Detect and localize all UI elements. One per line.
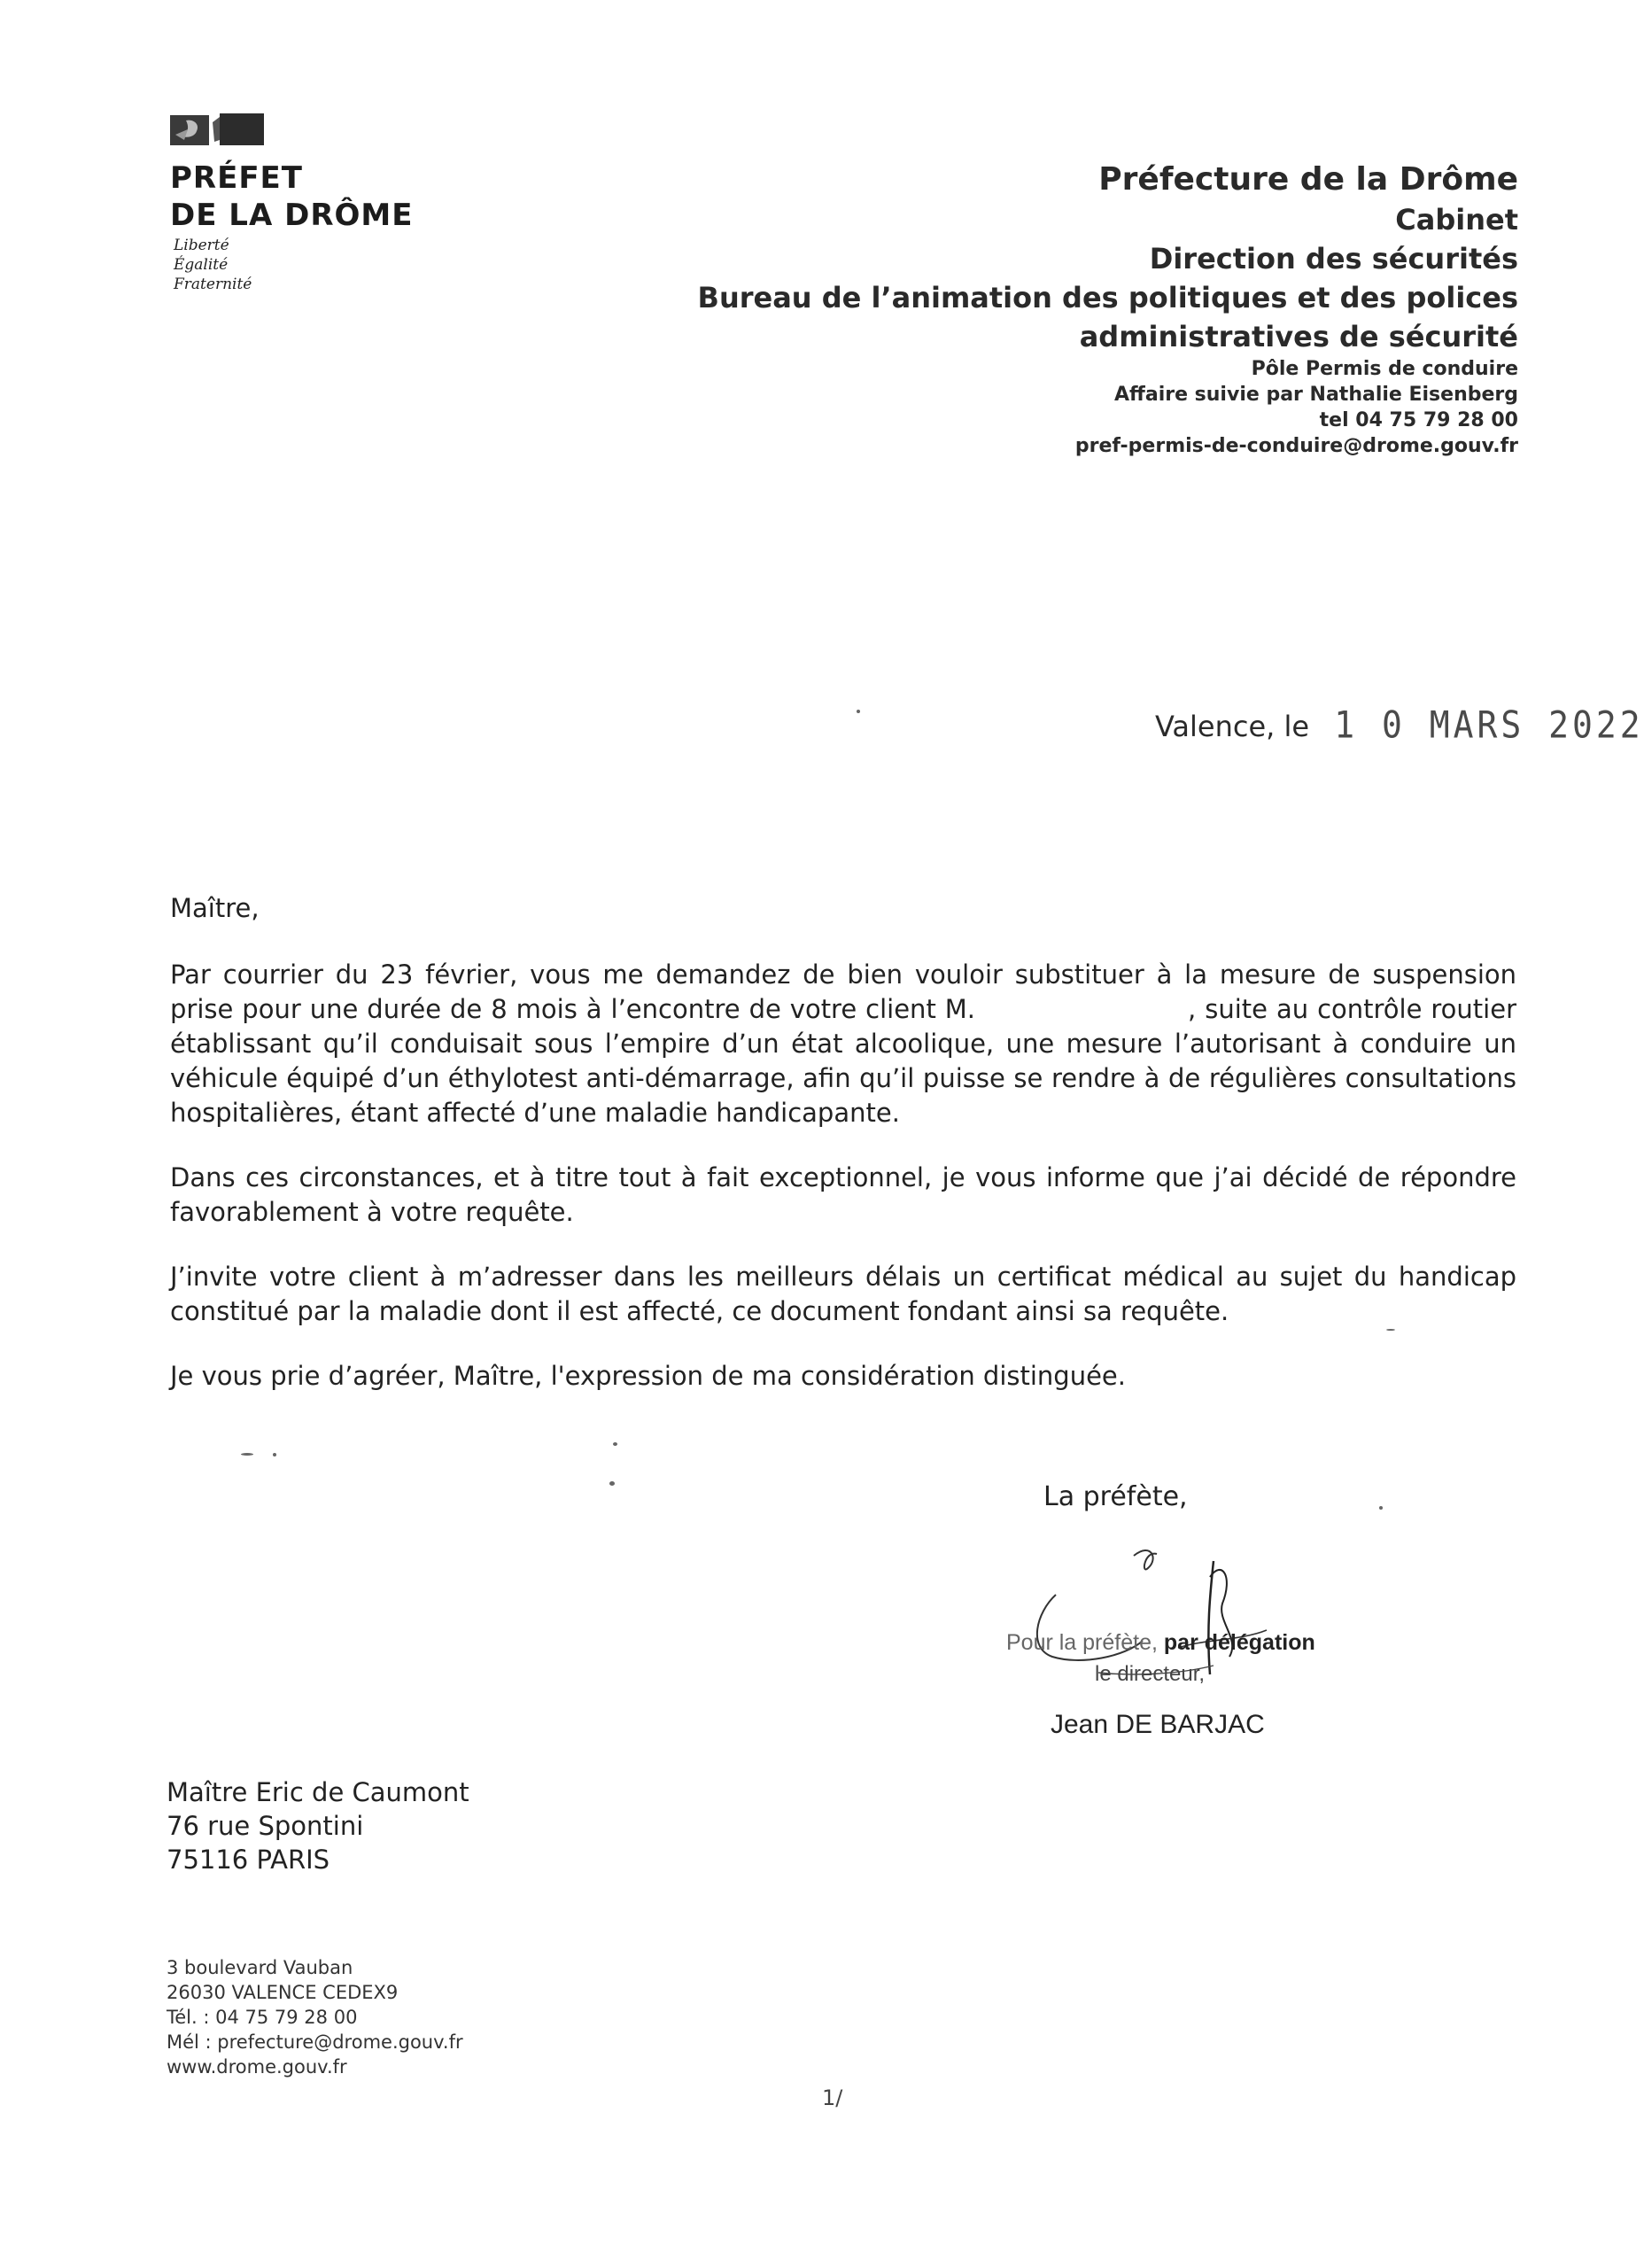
- scan-speck: [273, 1453, 276, 1456]
- scan-speck: [241, 1453, 253, 1456]
- bureau-line1: Bureau de l’animation des politiques et des polices: [697, 281, 1518, 315]
- paragraph-1-part2: , suite au contrôle routier établissant qu’il conduisait sous l’empire d’un état alcoolique, une mesure l’autorisant à conduire un véhicule équipé d’un éthylotest anti-démarrage, afin qu’il puisse se rendre à de régulières consultations hospitalières, étant affecté d’une maladie handicapante.: [170, 994, 1517, 1128]
- republic-motto: [174, 236, 252, 294]
- sender-header: [698, 159, 1518, 459]
- recipient-address: [167, 1775, 469, 1876]
- closing-formula: Je vous prie d’agréer, Maître, l'expression de ma considération distinguée.: [170, 1361, 1126, 1391]
- paragraph-1: [170, 958, 1516, 1130]
- footer-tel: Tél. : 04 75 79 28 00: [167, 2007, 358, 2028]
- direction-label: Direction des sécurités: [1149, 242, 1518, 276]
- paragraph-2: Dans ces circonstances, et à titre tout à fait exceptionnel, je vous informe que j’ai décidé de répondre favorablement à votre requête.: [170, 1162, 1516, 1227]
- director-label: le directeur,: [1095, 1662, 1206, 1686]
- logo-title-line1: PRÉFET: [170, 160, 303, 196]
- scan-speck: [609, 1481, 615, 1486]
- salutation: Maître,: [170, 893, 260, 923]
- delegation-line: [1006, 1630, 1315, 1656]
- cabinet-label: Cabinet: [1395, 203, 1518, 237]
- date-stamp: 1 0 MARS 2022: [1334, 703, 1644, 747]
- signatory-name: Jean DE BARJAC: [1051, 1710, 1265, 1739]
- footer-web: www.drome.gouv.fr: [167, 2056, 347, 2078]
- scan-speck: [1386, 1329, 1395, 1331]
- motto-fraternite: Fraternité: [174, 276, 252, 293]
- scan-speck: [1379, 1506, 1383, 1510]
- bureau-line2: administratives de sécurité: [1079, 320, 1518, 353]
- footer-mail: Mél : prefecture@drome.gouv.fr: [167, 2031, 463, 2053]
- letter-date: [1155, 703, 1644, 747]
- delegation-prefix: Pour la préfète,: [1006, 1630, 1164, 1655]
- footer-address2: 26030 VALENCE CEDEX9: [167, 1982, 399, 2003]
- motto-liberte: Liberté: [174, 237, 229, 254]
- footer-address1: 3 boulevard Vauban: [167, 1957, 353, 1978]
- paragraph-3: J’invite votre client à m’adresser dans les meilleurs délais un certificat médical au sujet du handicap constitué par la maladie dont il est affecté, ce document fondant ainsi sa requête.: [170, 1262, 1516, 1326]
- page-number: 1/: [822, 2085, 843, 2110]
- recipient-city: 75116 PARIS: [167, 1845, 330, 1875]
- marianne-flag-icon: [170, 113, 264, 147]
- header-email: pref-permis-de-conduire@drome.gouv.fr: [1074, 435, 1518, 457]
- header-tel: tel 04 75 79 28 00: [1319, 409, 1518, 431]
- signatory-title: La préfète,: [1043, 1481, 1188, 1512]
- motto-egalite: Égalité: [174, 256, 229, 274]
- affaire-label: Affaire suivie par Nathalie Eisenberg: [1114, 384, 1518, 406]
- prefet-logo-title: [170, 159, 413, 234]
- footer-contact: [167, 1955, 463, 2079]
- pole-label: Pôle Permis de conduire: [1251, 358, 1518, 380]
- recipient-street: 76 rue Spontini: [167, 1811, 364, 1841]
- logo-title-line2: DE LA DRÔME: [170, 198, 414, 233]
- delegation-suffix: par délégation: [1163, 1630, 1315, 1655]
- letter-body: [170, 891, 1516, 1424]
- date-prefix: Valence, le: [1155, 710, 1310, 743]
- prefecture-name: Préfecture de la Drôme: [1098, 161, 1518, 198]
- recipient-name: Maître Eric de Caumont: [167, 1777, 469, 1807]
- scan-speck: [613, 1442, 617, 1446]
- paragraph-1-part1: Par courrier du 23 février, vous me demandez de bien vouloir substituer à la mesure de suspension prise pour une durée de 8 mois à l’encontre de votre client M.: [170, 959, 1516, 1024]
- scan-speck: [857, 710, 860, 713]
